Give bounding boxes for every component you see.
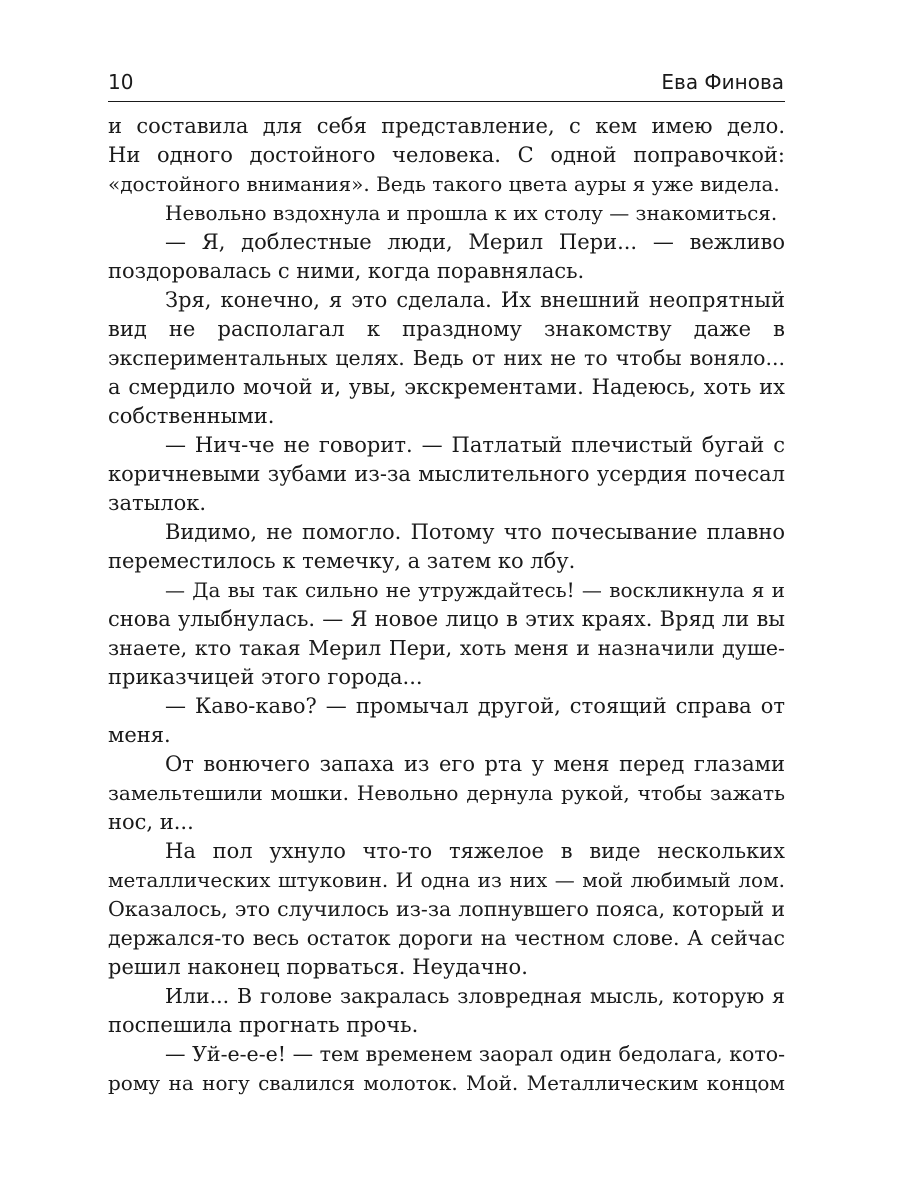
text-line: снова улыбнулась. — Я новое лицо в этих краях. Вряд ли вы <box>108 607 785 631</box>
text-line: переместилось к темечку, а затем ко лбу. <box>108 549 576 573</box>
text-line: решил наконец порваться. Неудачно. <box>108 955 528 979</box>
text-line: — Да вы так сильно не утруждайтесь! — воскликнула я и <box>165 578 785 602</box>
text-line: коричневыми зубами из-за мыслительного усердия почесал <box>108 462 785 486</box>
text-line: поспешила прогнать прочь. <box>108 1013 419 1037</box>
page-number: 10 <box>108 70 134 94</box>
header-author: Ева Финова <box>661 70 784 94</box>
text-line: и составила для себя представление, с кем имею дело. <box>108 114 785 138</box>
text-line: знаете, кто такая Мерил Пери, хоть меня и назначили душе- <box>108 636 785 660</box>
text-line: От вонючего запаха из его рта у меня перед глазами <box>165 752 785 776</box>
text-line: поздоровалась с ними, когда поравнялась. <box>108 259 585 283</box>
text-line: держался-то весь остаток дороги на честном слове. А сейчас <box>108 926 785 950</box>
text-line: металлических штуковин. И одна из них — мой любимый лом. <box>108 868 785 892</box>
text-line: «достойного внимания». Ведь такого цвета ауры я уже видела. <box>108 172 780 196</box>
text-line: — Каво-каво? — промычал другой, стоящий справа от <box>165 694 785 718</box>
text-line: Видимо, не помогло. Потому что почесывание плавно <box>165 520 785 544</box>
text-line: Ни одного достойного человека. С одной поправочкой: <box>108 143 785 167</box>
text-line: Оказалось, это случилось из-за лопнувшего пояса, который и <box>108 897 785 921</box>
text-line: экспериментальных целях. Ведь от них не то чтобы воняло... <box>108 346 785 370</box>
text-line: — Я, доблестные люди, Мерил Пери... — вежливо <box>165 230 785 254</box>
text-line: меня. <box>108 723 171 747</box>
text-line: Или... В голове закралась зловредная мысль, которую я <box>165 984 785 1008</box>
text-line: нос, и... <box>108 810 194 834</box>
text-line: рому на ногу свалился молоток. Мой. Металлическим концом <box>108 1071 785 1095</box>
running-head <box>108 64 784 100</box>
text-line: приказчицей этого города... <box>108 665 423 689</box>
text-line: — Уй-е-е-е! — тем временем заорал один бедолага, кото- <box>165 1042 785 1066</box>
text-line: затылок. <box>108 491 207 515</box>
text-line: Невольно вздохнула и прошла к их столу — знакомиться. <box>165 201 778 225</box>
text-line: — Нич-че не говорит. — Патлатый плечистый бугай с <box>165 433 785 457</box>
text-line: Зря, конечно, я это сделала. Их внешний неопрятный <box>165 288 785 312</box>
text-line: На пол ухнуло что-то тяжелое в виде нескольких <box>165 839 785 863</box>
text-line: собственными. <box>108 404 275 428</box>
text-line: замельтешили мошки. Невольно дернула рукой, чтобы зажать <box>108 781 785 805</box>
body-text <box>108 112 785 1098</box>
text-line: а смердило мочой и, увы, экскрементами. Надеюсь, хоть их <box>108 375 785 399</box>
header-rule <box>108 101 785 102</box>
text-line: вид не располагал к праздному знакомству даже в <box>108 317 785 341</box>
